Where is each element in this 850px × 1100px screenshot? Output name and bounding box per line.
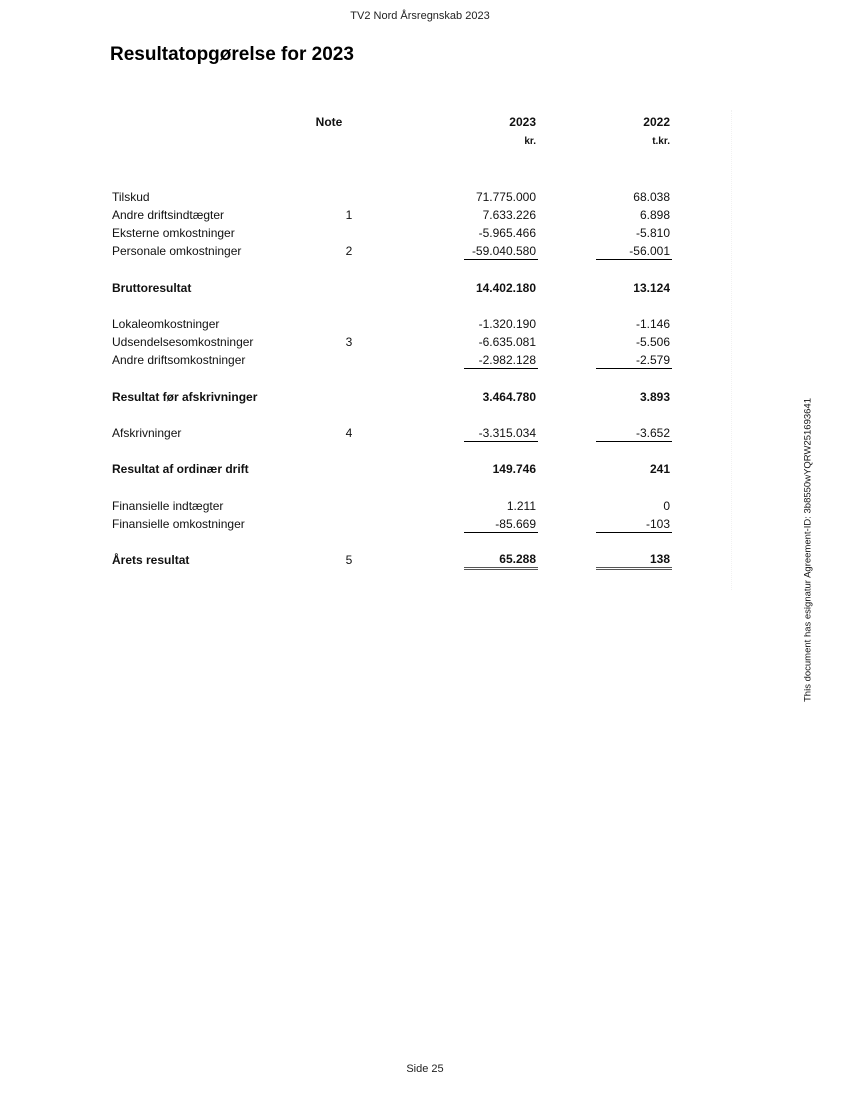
table-row xyxy=(112,352,674,369)
table-row xyxy=(112,389,674,406)
column-header-2022: 2022 xyxy=(643,115,670,129)
row-value-2022: -3.652 xyxy=(596,425,672,442)
row-value-2023: -3.315.034 xyxy=(464,425,538,442)
row-note: 4 xyxy=(345,426,353,440)
table-row xyxy=(112,243,674,260)
table-row xyxy=(112,316,674,333)
row-value-2023: -59.040.580 xyxy=(464,243,538,260)
row-value-2023: -85.669 xyxy=(464,516,538,533)
row-label: Tilskud xyxy=(112,190,150,204)
row-value-2022: -5.810 xyxy=(635,226,670,240)
row-value-2023: -2.982.128 xyxy=(464,352,538,369)
column-header-2023: 2023 xyxy=(509,115,536,129)
row-value-2022: -1.146 xyxy=(635,317,670,331)
row-label: Bruttoresultat xyxy=(112,281,192,295)
row-label: Resultat af ordinær drift xyxy=(112,462,249,476)
unit-2022: t.kr. xyxy=(652,136,670,147)
row-note: 2 xyxy=(345,244,353,258)
row-value-2023: 149.746 xyxy=(492,462,536,476)
row-note: 1 xyxy=(345,208,353,222)
row-value-2023: -5.965.466 xyxy=(478,226,536,240)
row-value-2023: -1.320.190 xyxy=(478,317,536,331)
table-row xyxy=(112,189,674,206)
row-value-2023: 1.211 xyxy=(506,499,536,513)
row-label: Andre driftsindtægter xyxy=(112,208,225,222)
row-label: Andre driftsomkostninger xyxy=(112,353,246,367)
row-label: Lokaleomkostninger xyxy=(112,317,220,331)
table-row xyxy=(112,334,674,351)
table-unit-row xyxy=(112,133,674,150)
row-value-2022: -56.001 xyxy=(596,243,672,260)
unit-2023: kr. xyxy=(524,136,536,147)
row-value-2022: 138 xyxy=(596,552,672,570)
row-label: Afskrivninger xyxy=(112,426,182,440)
running-header: TV2 Nord Årsregnskab 2023 xyxy=(350,10,490,22)
row-value-2022: 13.124 xyxy=(633,281,670,295)
row-value-2022: -2.579 xyxy=(596,352,672,369)
table-row xyxy=(112,552,674,569)
table-row xyxy=(112,225,674,242)
row-value-2023: 14.402.180 xyxy=(475,281,536,295)
row-value-2022: 0 xyxy=(663,499,670,513)
table-row xyxy=(112,425,674,442)
row-value-2023: 3.464.780 xyxy=(482,390,536,404)
row-value-2022: -103 xyxy=(596,516,672,533)
row-note: 3 xyxy=(345,335,353,349)
table-row xyxy=(112,280,674,297)
row-value-2022: 6.898 xyxy=(639,208,670,222)
row-label: Finansielle indtægter xyxy=(112,499,224,513)
row-value-2023: 7.633.226 xyxy=(482,208,536,222)
table-row xyxy=(112,461,674,478)
table-row xyxy=(112,207,674,224)
row-value-2022: 3.893 xyxy=(639,390,670,404)
row-value-2023: -6.635.081 xyxy=(478,335,536,349)
table-row xyxy=(112,516,674,533)
row-label: Årets resultat xyxy=(112,553,190,567)
margin-guide xyxy=(731,110,733,590)
row-label: Udsendelsesomkostninger xyxy=(112,335,254,349)
row-value-2022: 68.038 xyxy=(633,190,670,204)
row-label: Finansielle omkostninger xyxy=(112,517,245,531)
row-value-2023: 71.775.000 xyxy=(475,190,536,204)
page-number: Side 25 xyxy=(406,1063,444,1075)
table-row xyxy=(112,498,674,515)
row-label: Resultat før afskrivninger xyxy=(112,390,258,404)
row-label: Personale omkostninger xyxy=(112,244,242,258)
row-value-2023: 65.288 xyxy=(464,552,538,570)
row-value-2022: 241 xyxy=(649,462,670,476)
table-header-row xyxy=(112,114,674,131)
row-note: 5 xyxy=(345,553,353,567)
row-label: Eksterne omkostninger xyxy=(112,226,235,240)
esignatur-stamp: This document has esignatur Agreement-ID: 3b8550wYQRW251693641 xyxy=(802,397,814,703)
row-value-2022: -5.506 xyxy=(635,335,670,349)
column-header-note: Note xyxy=(315,115,343,129)
page-title: Resultatopgørelse for 2023 xyxy=(110,44,354,65)
